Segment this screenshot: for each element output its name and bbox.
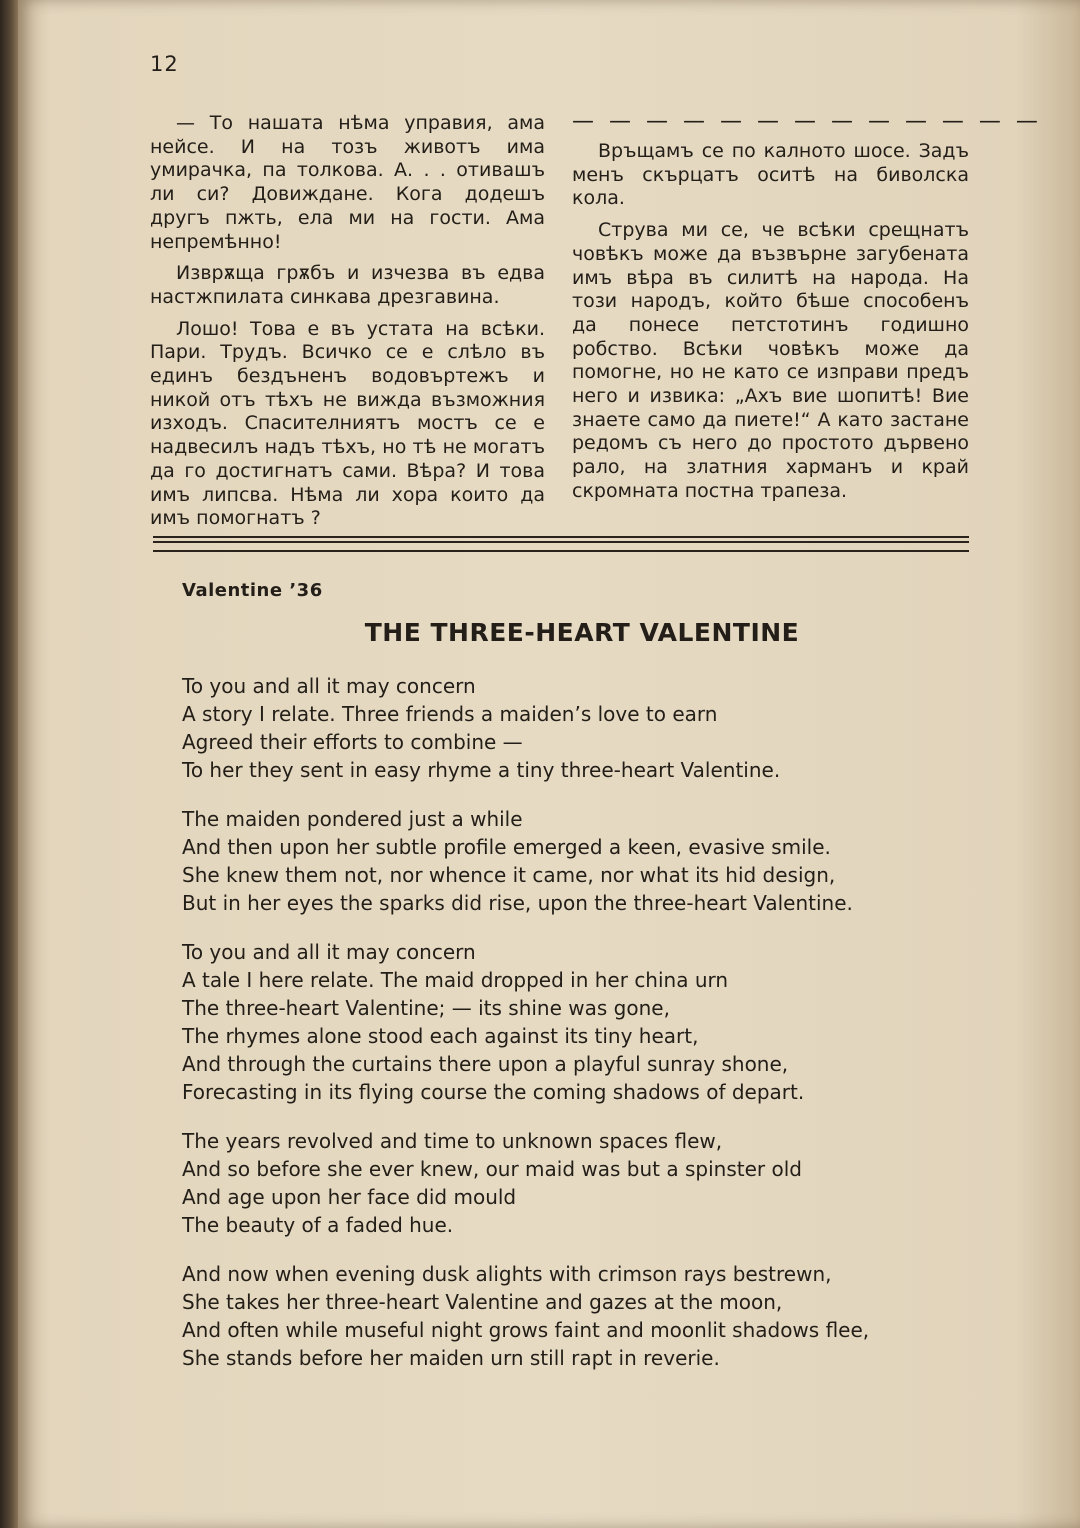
poem-stanza [182,938,962,1106]
poem-line: And so before she ever knew, our maid was but a spinster old [182,1157,802,1181]
poem-line: To her they sent in easy rhyme a tiny three-heart Valentine. [182,758,781,782]
poem-line: And age upon her face did mould [182,1185,517,1209]
left-paragraph: — То нашата нѣма управия, ама нейсе. И на тозъ животъ има умирачка, па толкова. А. . . отивашъ ли си? Довиждане. Кога додешъ другъ пжть, ела ми на гости. Ама непремѣнно! [150,112,545,253]
right-paragraph: Струва ми се, че всѣки срещнатъ човѣкъ може да възвърне загубената имъ вѣра въ силитѣ на народа. На този народъ, който бѣше способенъ да понесе петстотинъ годишно робство. Всѣки човѣкъ може да помогне, но не като се изправи предъ него и извика: „Ахъ вие шопитѣ! Вие знаете само да пиете!“ А като застане редомъ съ него до простото дървено рало, на златния харманъ и край скромната постна трапеза. [572,219,969,502]
poem-line: And through the curtains there upon a playful sunray shone, [182,1052,789,1076]
poem-line: She knew them not, nor whence it came, nor what its hid design, [182,863,836,887]
poem-line: To you and all it may concern [182,940,476,964]
page-number: 12 [150,52,179,76]
left-paragraph: Изврѫща грѫбъ и изчезва въ едва настжпилата синкава дрезгавина. [150,262,545,308]
poem-line: And then upon her subtle profile emerged a keen, evasive smile. [182,835,831,859]
section-label: Valentine ’36 [182,580,323,601]
poem-line: And now when evening dusk alights with crimson rays bestrewn, [182,1262,832,1286]
poem-body [182,672,962,1393]
poem-line: To you and all it may concern [182,674,476,698]
poem-line: Agreed their efforts to combine — [182,730,523,754]
poem-title: THE THREE-HEART VALENTINE [364,618,800,647]
poem-line: Forecasting in its flying course the coming shadows of depart. [182,1080,805,1104]
book-binding [0,0,18,1528]
section-divider [153,536,969,552]
left-paragraph: Лошо! Това е въ устата на всѣки. Пари. Трудъ. Всичко се е слѣло въ единъ бездъненъ водовъртежъ и никой отъ тѣхъ не вижда възможния изходъ. Спасителниятъ мостъ се е надвесилъ надъ тѣхъ, но тѣ не могатъ да го достигнатъ сами. Вѣра? И това имъ липсва. Нѣма ли хора които да имъ помогнатъ ? [150,317,545,530]
poem-line: A tale I here relate. The maid dropped in her china urn [182,968,729,992]
poem-line: She takes her three-heart Valentine and gazes at the moon, [182,1290,783,1314]
poem-line: But in her eyes the sparks did rise, upon the three-heart Valentine. [182,891,853,915]
dash-separator: — — — — — — — — — — — — — [572,109,1042,134]
poem-line: A story I relate. Three friends a maiden’s love to earn [182,702,718,726]
left-column [150,112,545,539]
poem-stanza [182,1260,962,1372]
poem-stanza [182,805,962,917]
poem-line: The three-heart Valentine; — its shine was gone, [182,996,670,1020]
poem-stanza [182,1127,962,1239]
right-column [572,109,1042,512]
poem-stanza [182,672,962,784]
right-paragraph: Връщамъ се по калното шосе. Задъ менъ скърцатъ оситѣ на биволска кола. [572,140,969,210]
poem-line: And often while museful night grows faint and moonlit shadows flee, [182,1318,870,1342]
poem-line: The rhymes alone stood each against its tiny heart, [182,1024,699,1048]
poem-line: The years revolved and time to unknown spaces flew, [182,1129,723,1153]
poem-line: The beauty of a faded hue. [182,1213,454,1237]
poem-line: She stands before her maiden urn still rapt in reverie. [182,1346,720,1370]
poem-line: The maiden pondered just a while [182,807,523,831]
